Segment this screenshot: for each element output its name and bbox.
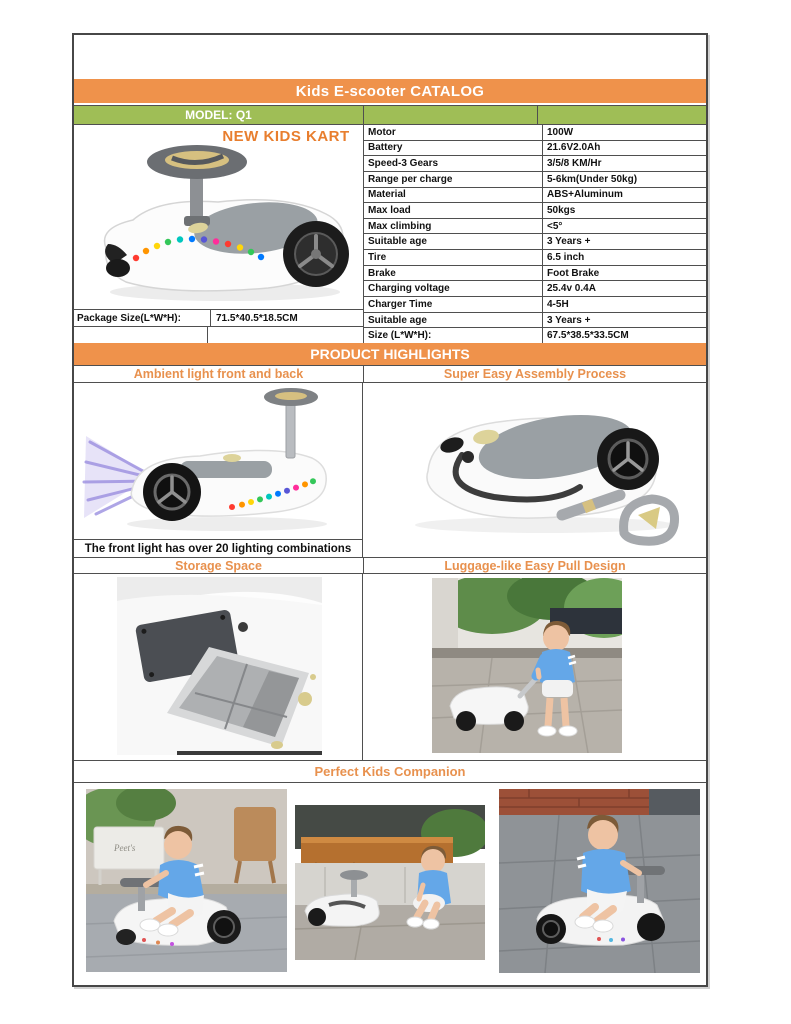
highlights-banner: [74, 343, 706, 365]
spec-label: Max climbing: [364, 219, 543, 234]
catalog-page: [72, 33, 708, 987]
spec-label: Charging voltage: [364, 281, 543, 296]
spec-label: Range per charge: [364, 172, 543, 187]
spec-value: 6.5 inch: [547, 251, 585, 263]
spec-row: [364, 313, 706, 329]
highlights-title: PRODUCT HIGHLIGHTS: [310, 346, 470, 362]
highlight-header-row-1: [74, 365, 706, 383]
sitting-photo: [295, 805, 485, 960]
photo-strip: [74, 783, 706, 985]
spec-label: Battery: [364, 141, 543, 156]
spec-row: [364, 125, 706, 141]
catalog-title-banner: [74, 79, 706, 103]
spec-row: [364, 234, 706, 250]
spec-row: [364, 250, 706, 266]
companion-title: Perfect Kids Companion: [314, 764, 466, 779]
spec-value: 21.6V2.0Ah: [547, 142, 601, 154]
assembly-title: Super Easy Assembly Process: [443, 367, 627, 381]
spec-label: Motor: [364, 125, 543, 140]
spec-value: 50kgs: [547, 205, 576, 217]
spec-value: ABS+Aluminum: [547, 189, 623, 201]
ambient-caption: The front light has over 20 lighting combinations: [74, 539, 363, 557]
catalog-title: Kids E-scooter CATALOG: [295, 82, 485, 100]
assembly-cell: [364, 383, 706, 557]
spec-value: 25.4v 0.4A: [547, 283, 596, 295]
model-label: MODEL: Q1: [185, 108, 252, 122]
spec-value: <5°: [547, 220, 563, 232]
storage-title: Storage Space: [74, 558, 364, 573]
storage-cell: [74, 574, 363, 760]
spec-label: Suitable age: [364, 313, 543, 328]
pull-design-title: Luggage-like Easy Pull Design: [444, 558, 626, 573]
spec-value: 3 Years +: [547, 236, 591, 248]
spec-row: [364, 297, 706, 313]
spec-label: Charger Time: [364, 297, 543, 312]
product-cell: [74, 126, 363, 309]
spec-value: 4-5H: [547, 298, 569, 310]
package-size-row: [74, 309, 363, 327]
ambient-light-cell: [74, 383, 363, 539]
product-name: NEW KIDS KART: [222, 128, 350, 145]
spec-row: [364, 141, 706, 157]
riding-photo-1: [86, 789, 287, 972]
model-row: [74, 105, 706, 125]
spec-value: 3 Years +: [547, 314, 591, 326]
ambient-light-title: Ambient light front and back: [74, 366, 364, 382]
spec-table: [363, 125, 706, 343]
spec-value: 5-6km(Under 50kg): [547, 173, 638, 185]
spec-value: 67.5*38.5*33.5CM: [547, 330, 629, 342]
spec-label: Suitable age: [364, 234, 543, 249]
spec-row: [364, 281, 706, 297]
spec-label: Speed-3 Gears: [364, 156, 543, 171]
package-size-label: Package Size(L*W*H):: [74, 310, 211, 326]
product-photo: [80, 140, 357, 306]
spec-row: [364, 219, 706, 235]
spec-label: Tire: [364, 250, 543, 265]
spec-value: 3/5/8 KM/Hr: [547, 158, 602, 170]
highlight-header-row-2: [74, 557, 706, 574]
spec-label: Material: [364, 188, 543, 203]
spec-row: [364, 156, 706, 172]
spec-row: [364, 172, 706, 188]
storage-photo: [117, 577, 322, 755]
spec-row: [364, 203, 706, 219]
package-size-value: 71.5*40.5*18.5CM: [216, 312, 298, 324]
pull-design-photo: [432, 578, 622, 753]
spec-row: [364, 188, 706, 204]
spec-label: Max load: [364, 203, 543, 218]
grid-line: [537, 106, 538, 124]
pull-design-cell: [364, 574, 706, 760]
spec-label: Brake: [364, 266, 543, 281]
companion-row: [74, 760, 706, 783]
spec-value: Foot Brake: [547, 267, 600, 279]
grid-line: [363, 106, 364, 124]
spec-value: 100W: [547, 126, 574, 138]
ambient-light-photo: [82, 386, 355, 536]
empty-row: [74, 327, 363, 343]
spec-label: Size (L*W*H):: [364, 328, 543, 343]
assembly-photo: [370, 385, 704, 553]
spec-row: [364, 266, 706, 282]
riding-photo-2: [499, 789, 700, 973]
planter-sign: Peet's: [114, 843, 136, 853]
spec-row: [364, 328, 706, 343]
